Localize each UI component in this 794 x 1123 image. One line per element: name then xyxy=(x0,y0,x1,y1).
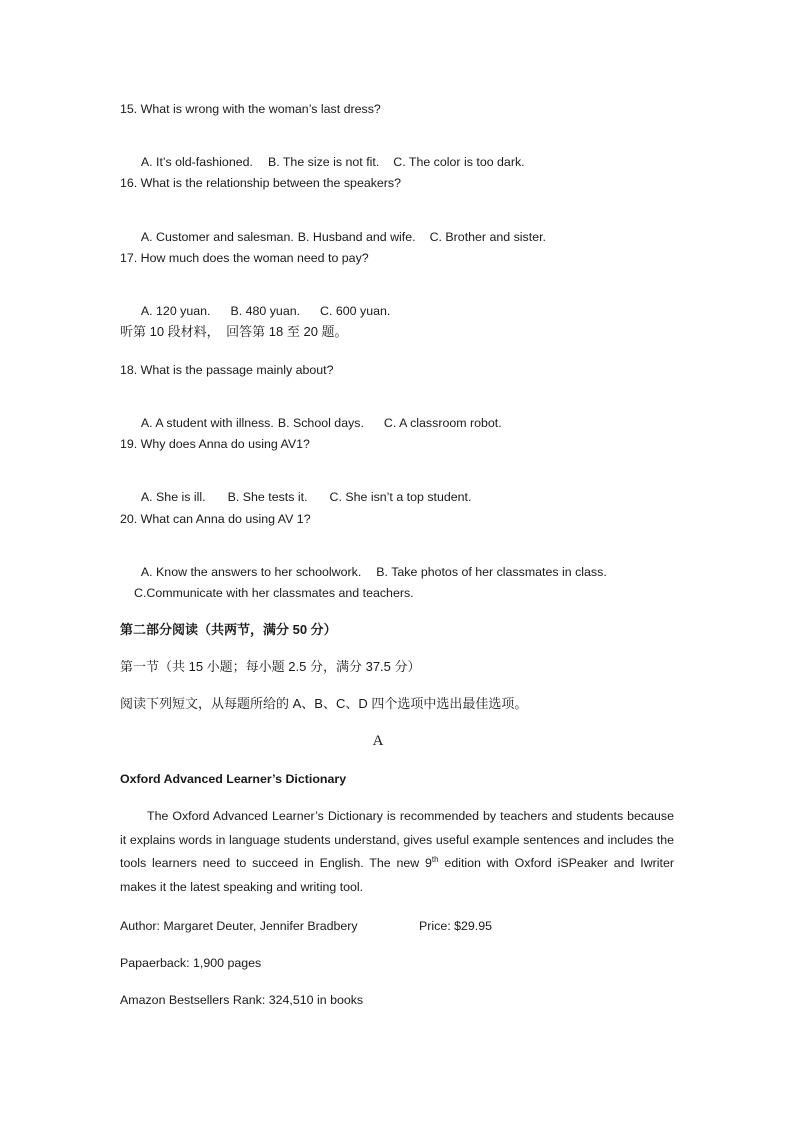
passage-text-2: edition with Oxford iSPeaker and Iwriter makes it the latest speaking and writing tool. xyxy=(120,856,674,894)
option-a: A. 120 yuan. xyxy=(140,304,211,318)
option-a: A. Know the answers to her schoolwork. xyxy=(140,565,362,579)
book-price: Price: $29.95 xyxy=(419,919,493,933)
option-c: C. Brother and sister. xyxy=(429,230,546,244)
option-a: A. Customer and salesman. xyxy=(140,230,294,244)
passage-text-1: The Oxford Advanced Learner’s Dictionary is recommended by teachers and students because it explains words in language students understand, gives useful example sentences and includes the tools learners need to succeed in English. The new 9 xyxy=(120,809,674,870)
question-20-options xyxy=(134,548,607,580)
passage-title: Oxford Advanced Learner’s Dictionary xyxy=(120,772,347,786)
question-16-stem: 16. What is the relationship between the speakers? xyxy=(120,176,402,190)
question-19-stem: 19. Why does Anna do using AV1? xyxy=(120,437,310,451)
question-17-options xyxy=(134,287,390,319)
book-paperback: Papaerback: 1,900 pages xyxy=(120,956,262,970)
reading-instruction: 阅读下列短文，从每题所给的 A、B、C、D 四个选项中选出最佳选项。 xyxy=(120,696,528,711)
question-18-stem: 18. What is the passage mainly about? xyxy=(120,363,334,377)
question-17-stem: 17. How much does the woman need to pay? xyxy=(120,251,369,265)
listening-instruction: 听第 10 段材料， 回答第 18 至 20 题。 xyxy=(120,324,348,339)
book-author: Author: Margaret Deuter, Jennifer Bradbery xyxy=(120,919,358,933)
question-20-option-c: C.Communicate with her classmates and teachers. xyxy=(134,586,414,600)
section1-title: 第一节（共 15 小题；每小题 2.5 分，满分 37.5 分） xyxy=(120,659,421,674)
part2-title: 第二部分阅读（共两节，满分 50 分） xyxy=(120,622,337,637)
question-20-stem: 20. What can Anna do using AV 1? xyxy=(120,512,311,526)
passage-superscript: th xyxy=(431,854,439,864)
option-c: C. The color is too dark. xyxy=(393,155,525,169)
option-a: A. She is ill. xyxy=(140,490,206,504)
question-16-options xyxy=(134,213,546,245)
option-b: B. The size is not fit. xyxy=(267,155,380,169)
question-18-options xyxy=(134,399,502,431)
option-b: B. 480 yuan. xyxy=(230,304,301,318)
option-b: B. Husband and wife. xyxy=(297,230,416,244)
question-19-options xyxy=(134,473,471,505)
option-c: C. She isn’t a top student. xyxy=(329,490,472,504)
option-a: A. A student with illness. xyxy=(140,416,274,430)
option-c: C. 600 yuan. xyxy=(320,304,391,318)
question-15-options xyxy=(134,138,525,170)
question-15-stem: 15. What is wrong with the woman’s last dress? xyxy=(120,102,381,116)
option-b: B. School days. xyxy=(277,416,364,430)
passage-paragraph xyxy=(120,805,674,899)
option-c: C. A classroom robot. xyxy=(383,416,502,430)
option-b: B. She tests it. xyxy=(227,490,308,504)
option-a: A. It’s old-fashioned. xyxy=(140,155,253,169)
passage-letter: A xyxy=(372,733,384,749)
book-rank: Amazon Bestsellers Rank: 324,510 in books xyxy=(120,993,364,1007)
option-b: B. Take photos of her classmates in class. xyxy=(376,565,607,579)
